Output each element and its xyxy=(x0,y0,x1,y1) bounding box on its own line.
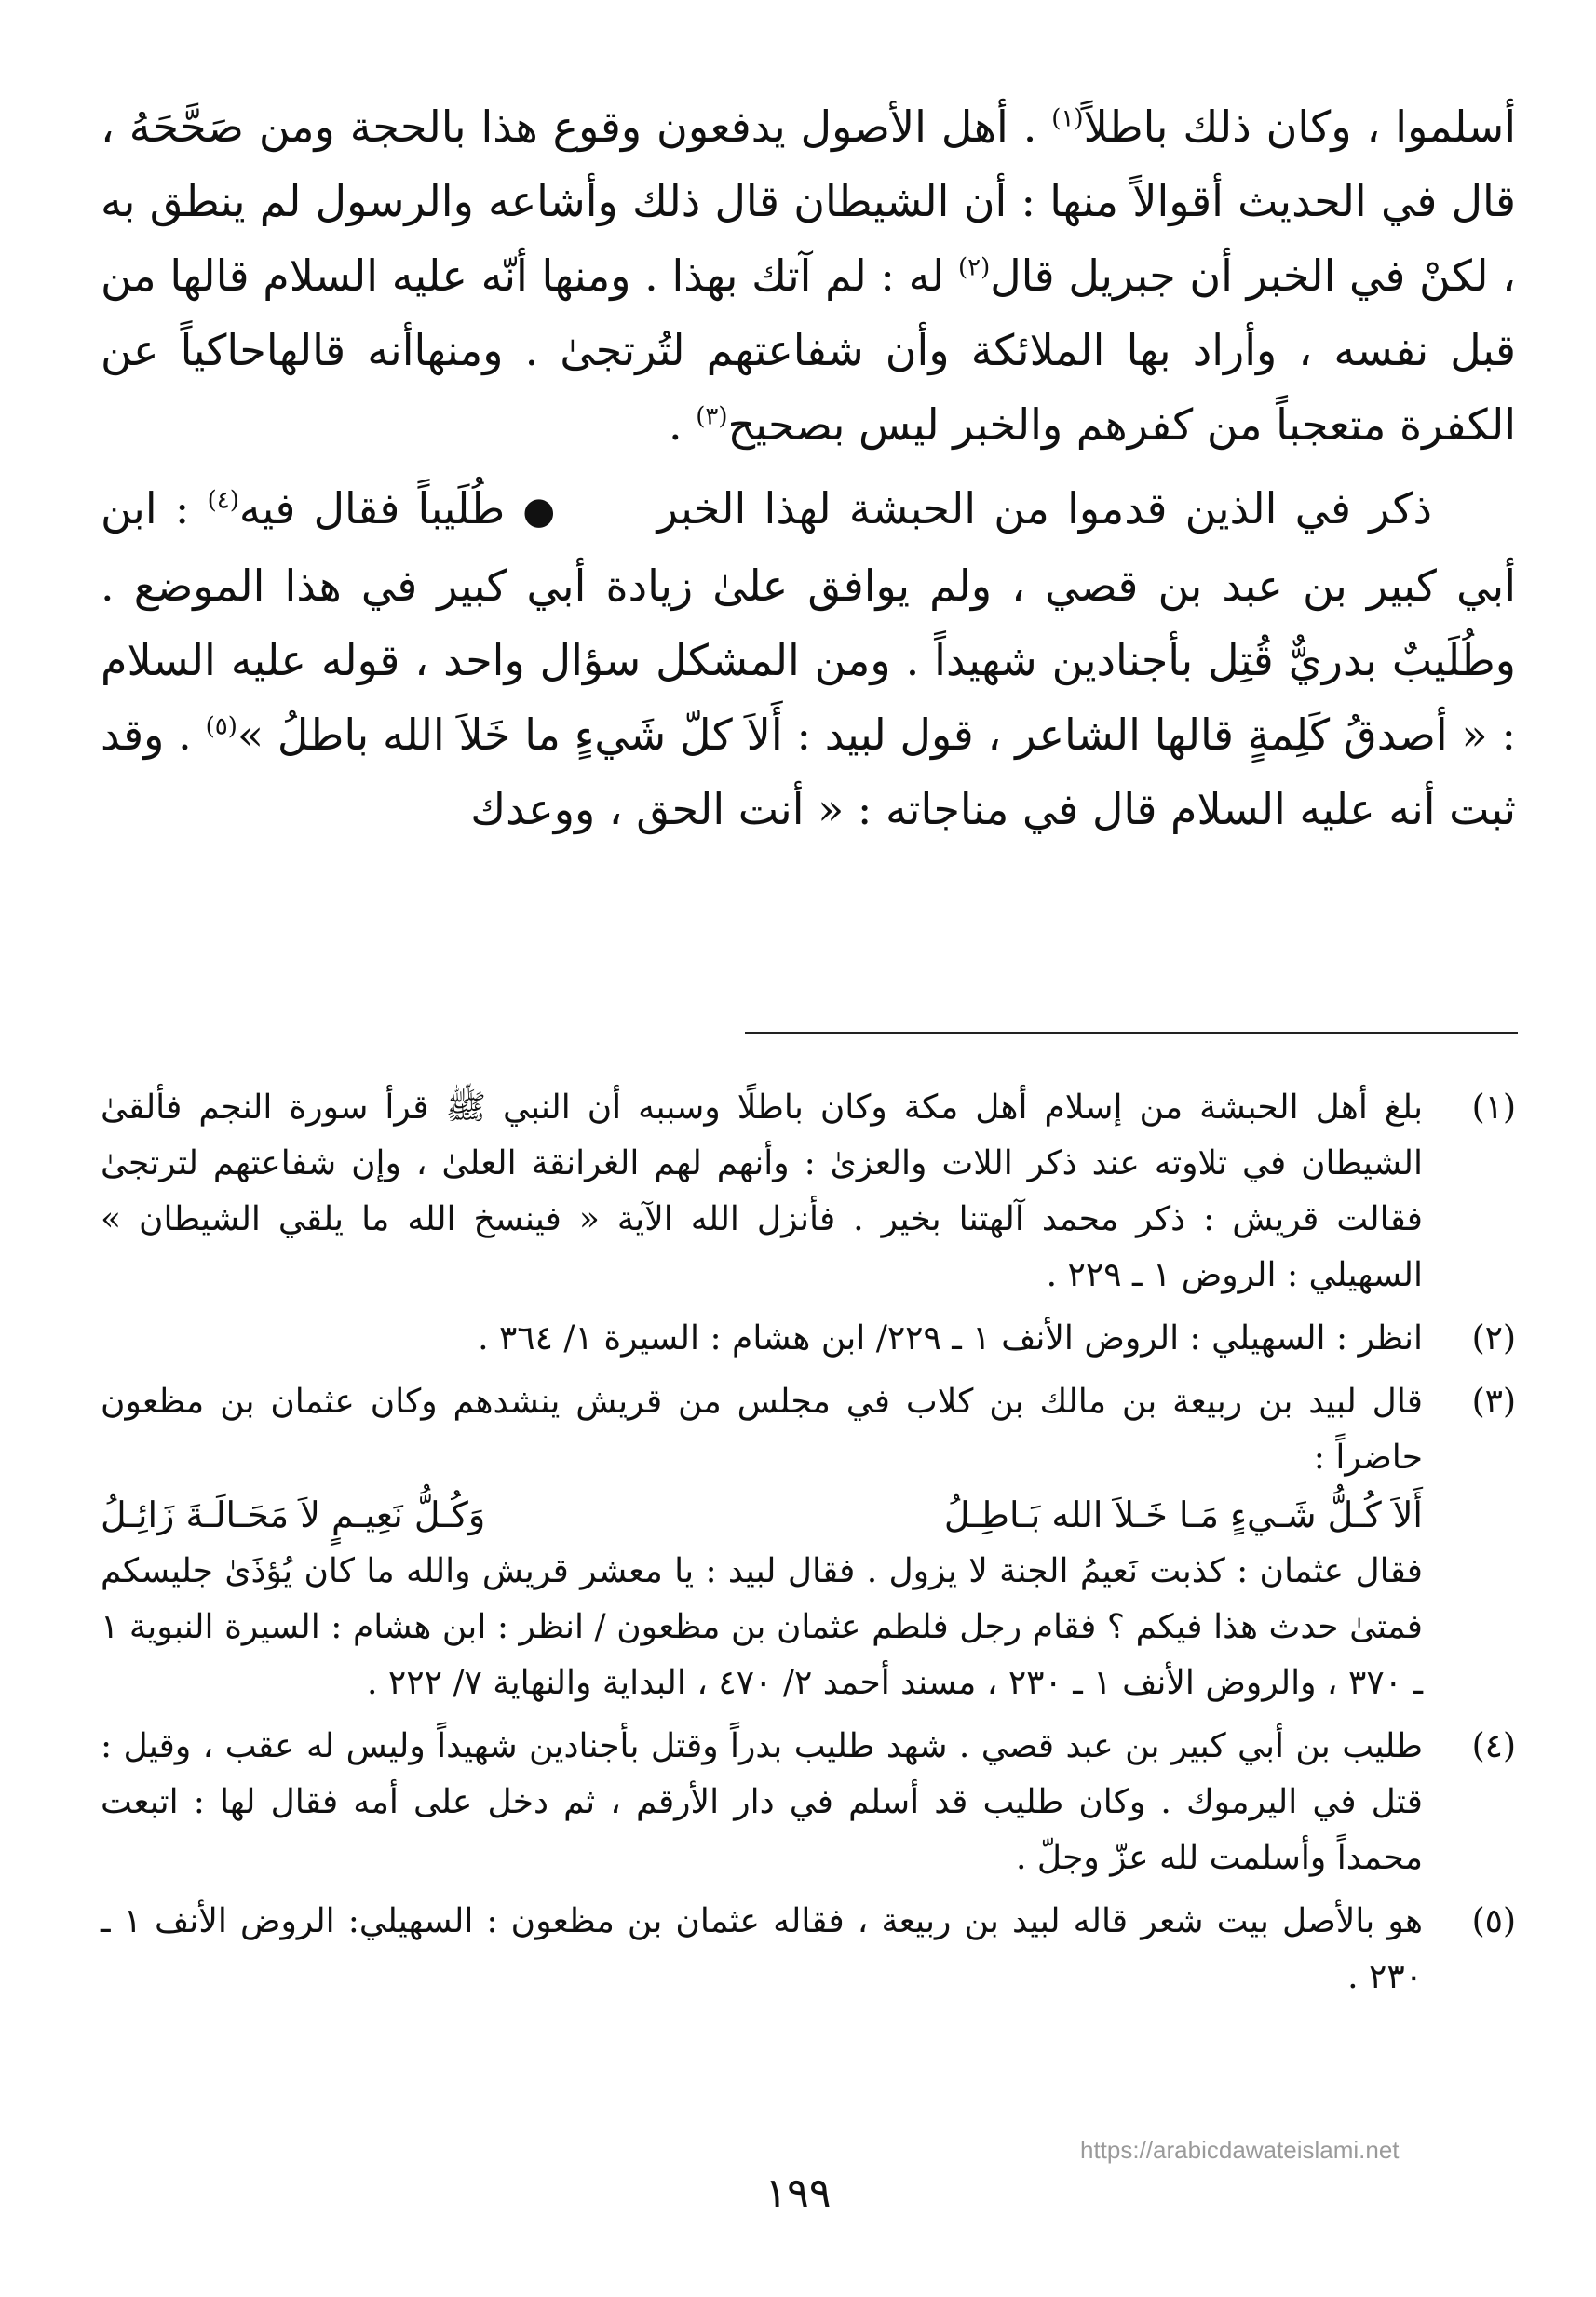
verse-hemistich-first: أَلاَ كُـلُّ شَـيءٍ مَـا خَـلاَ الله بَـاطِـلُ xyxy=(943,1494,1423,1535)
page-number: ١٩٩ xyxy=(764,2169,832,2217)
footnote-1 xyxy=(101,1080,1516,1304)
footnotes-section xyxy=(101,1080,1516,2013)
footnote-line: قال لبيد بن ربيعة بن مالك بن كلاب في مجلس من قريش ينشدهم وكان عثمان بن مظعون حاضراً : xyxy=(101,1383,1423,1477)
text-run: له : لم آتك بهذا . ومنها أنّه عليه السلام قالها من قبل نفسه ، وأراد بها الملائكة وأن شفاعتهم لتُرتجىٰ . ومنهاأنه قالهاحاكياً عن الكفرة متعجباً من كفرهم والخبر ليس بصحيح xyxy=(101,250,1516,450)
footnote-ref-3[interactable]: (٣) xyxy=(696,402,728,431)
main-paragraph-1 xyxy=(101,89,1516,462)
footnote-text xyxy=(101,1719,1423,1886)
footnote-3 xyxy=(101,1374,1516,1711)
footnote-4 xyxy=(101,1719,1516,1886)
footnote-text xyxy=(101,1894,1423,2006)
bullet-icon: ● xyxy=(522,490,556,533)
text-run: أسلموا ، وكان ذلك باطلاً xyxy=(1083,101,1516,152)
verse-hemistich-second: وَكُـلُّ نَعِيـمٍ لاَ مَحَـالَـةَ زَائِـلُ xyxy=(101,1494,486,1535)
footnote-text xyxy=(101,1311,1423,1367)
text-run: . xyxy=(668,399,697,450)
footnote-ref-2[interactable]: (٢) xyxy=(957,253,991,282)
text-run: . وقد ثبت أنه عليه السلام قال في مناجاته : « أنت الحق ، ووعدك xyxy=(101,709,1516,834)
main-text-body xyxy=(101,89,1516,846)
footnote-ref-5[interactable]: (٥) xyxy=(205,712,237,741)
footnote-2 xyxy=(101,1311,1516,1367)
text-run: ذكر في الذين قدموا من الحبشة لهذا الخبر xyxy=(639,483,1433,534)
text-run: : ابن أبي كبير بن عبد بن قصي ، ولم يوافق علىٰ زيادة أبي كبير في هذا الموضع . وطُلَيبٌ بدريٌّ قُتِل بأجنادين شهيداً . ومن المشكل سؤال واحد ، قوله عليه السلام : « أصدقُ كَلِمةٍ قالها الشاعر ، قول لبيد : أَلاَ كلّ شَيءٍ ما خَلاَ الله باطلُ » xyxy=(101,483,1516,760)
footnote-ref-4[interactable]: (٤) xyxy=(207,486,239,515)
footnote-number: (١) xyxy=(1471,1088,1516,1127)
footnote-line: طليب بن أبي كبير بن عبد قصي . شهد طليب بدراً وقتل بأجنادين شهيداً وليس له عقب ، وقيل : قتل في اليرموك . وكان طليب قد أسلم في دار الأرقم ، ثم دخل على أمه فقال لها : اتبعت محمداً وأسلمت لله عزّ وجلّ . xyxy=(101,1727,1423,1877)
footnote-5 xyxy=(101,1894,1516,2006)
footnote-ref-1[interactable]: (١) xyxy=(1051,104,1084,133)
footnote-divider xyxy=(745,1032,1518,1034)
main-paragraph-2 xyxy=(101,471,1516,846)
footnote-line: هو بالأصل بيت شعر قاله لبيد بن ربيعة ، فقاله عثمان بن مظعون : السهيلي: الروض الأنف ١ ـ ٢٣٠ . xyxy=(101,1902,1423,1996)
watermark-url: https://arabicdawateislami.net xyxy=(1080,2136,1400,2164)
footnote-number: (٥) xyxy=(1471,1902,1516,1940)
poetry-verse xyxy=(101,1486,1423,1544)
footnote-text xyxy=(101,1374,1423,1711)
footnote-number: (٢) xyxy=(1471,1319,1516,1358)
footnote-line: بلغ أهل الحبشة من إسلام أهل مكة وكان باطلًا وسببه أن النبي ﷺ قرأ سورة النجم فألقىٰ الشيطان في تلاوته عند ذكر اللات والعزىٰ : وأنهم لهم الغرانقة العلىٰ ، وإن شفاعتهم لترتجىٰ فقالت قريش : ذكر محمد آلهتنا بخير . فأنزل الله الآية « فينسخ الله ما يلقي الشيطان » السهيلي : الروض ١ ـ ٢٢٩ . xyxy=(101,1088,1423,1294)
footnote-line: انظر : السهيلي : الروض الأنف ١ ـ ٢٢٩/ ابن هشام : السيرة ١/ ٣٦٤ . xyxy=(478,1319,1423,1358)
footnote-text xyxy=(101,1080,1423,1304)
footnote-number: (٤) xyxy=(1471,1727,1516,1765)
footnote-number: (٣) xyxy=(1471,1383,1516,1421)
text-run: طُلَيباً فقال فيه xyxy=(238,483,523,534)
footnote-line: فقال عثمان : كذبت نَعيمُ الجنة لا يزول . فقال لبيد : يا معشر قريش والله ما كان يُؤذَىٰ جليسكم فمتىٰ حدث هذا فيكم ؟ فقام رجل فلطم عثمان بن مظعون / انظر : ابن هشام : السيرة النبوية ١ ـ ٣٧٠ ، والروض الأنف ١ ـ ٢٣٠ ، مسند أحمد ٢/ ٤٧٠ ، البداية والنهاية ٧/ ٢٢٢ . xyxy=(101,1552,1423,1702)
text-run: . أهل الأصول يدفعون وقوع هذا بالحجة ومن صَحَّحَهُ ، قال في الحديث أقوالاً منها : أن الشيطان قال ذلك وأشاعه والرسول لم ينطق به ، لكنْ في الخبر أن جبريل قال xyxy=(101,101,1517,301)
